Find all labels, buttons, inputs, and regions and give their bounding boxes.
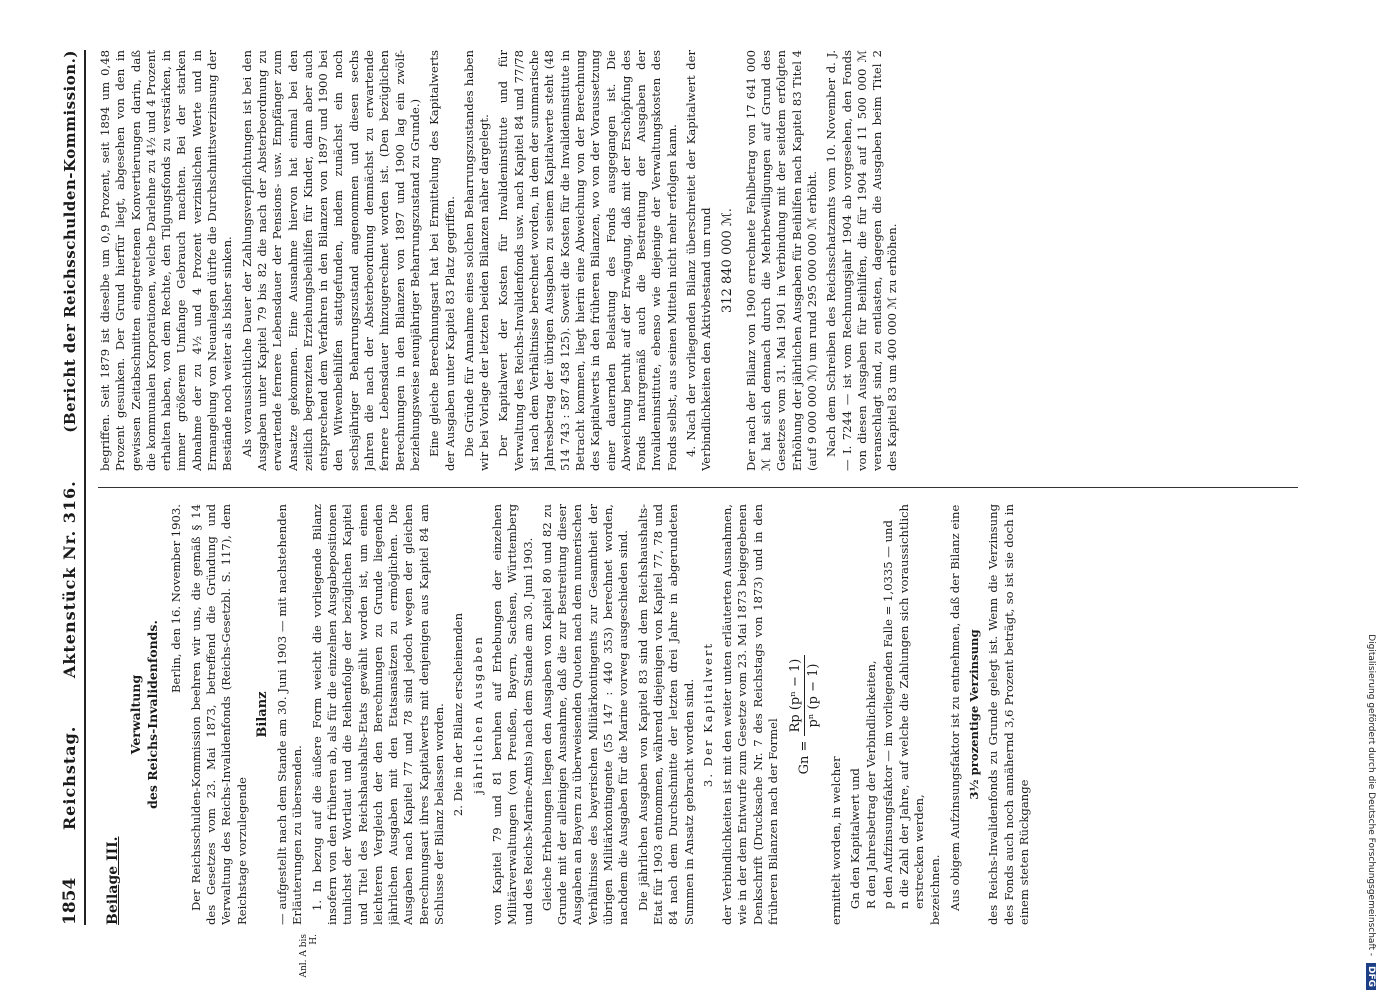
definition-n bbox=[897, 504, 928, 909]
paragraph-ermittelt: ermittelt worden, in welcher bbox=[828, 756, 843, 925]
left-column: Beilage III. Verwaltung des Reichs-Invalidenfonds. Berlin, den 16. November 1903. Der Reichsschulden-Kommission beehren wir uns, die gemäß § 14 des Gesetzes vom 23. Mai 1873, betreffend die Gründung und Verwaltung des Reichs-Invalidenfonds (Reichs-Gesetzbl. S. 117), dem Reichstage vorzulegende Bilanz Anl. A bis H. — aufgestellt nach dem Stande am 30. Juni 1903 — mit nachstehenden Erläuterungen zu übersenden. 1. In bezug auf die äußere Form weicht die vorliegende Bilanz insofern von den früheren ab, als für die einzelnen Ausgabepositionen tunlichst der Wortlaut und die Reihenfolge der bezüglichen Kapitel und Titel des Reichshaushalts-Etats gewählt worden ist, um einen leichteren Vergleich der den Berechnungen zu Grunde liegenden jährlichen Ausgaben mit den Etatsansätzen zu ermöglichen. Die Ausgaben nach Kapitel 77 und 78 sind jedoch wegen der gleichen Berechnungsart ihres Kapitalwerts mit denjenigen aus Kapitel 84 am Schlusse der Bilanz belassen worden. 2. Die in der Bilanz erscheinenden jährlichen Ausgaben von Kapitel 79 und 81 beruhen auf Erhebungen der einzelnen Militärverwaltungen (von Preußen, Bayern, Sachsen, Württemberg und des Reichs-Marine-Amts) nach dem Stande am 30. Juni 1903. Gleiche Erhebungen liegen den Ausgaben von Kapitel 80 und 82 zu Grunde mit der alleinigen Ausnahme, daß die zur Bestreitung dieser Ausgaben an Bayern zu überweisenden Quoten nach dem numerischen Verhältnisse des bayerischen Militärkontingents zur Gesamtheit der übrigen Militärkontingente (55 147 : 440 353) berechnet worden, nachdem die Ausgaben für die Marine vorweg ausgeschieden sind. Die jährlichen Ausgaben von Kapitel 83 sind dem Reichshaushalts-Etat für 1903 entnommen, während diejenigen von Kapitel 77, 78 und 84 nach dem Durchschnitte der letzten drei Jahre in abgerundeten Summen in Ansatz gebracht worden sind. 3. Der Kapitalwert der Verbindlichkeiten ist mit den weiter unten erläuterten Ausnahmen, wie in der dem Entwurfe zum Gesetze vom 23. Mai 1873 beigegebenen Denkschrift (Drucksache Nr. 7 des Reichstags von 1873) und in den früheren Bilanzen nach der Formel Gn = Rp (pⁿ − 1) pⁿ (p − 1) ermittelt worden, in welcher Gn den Kapitalwert und R den Jahresbetrag der Verbindlichkeiten, p den Aufzinsungsfaktor — im vorliegenden Falle = 1,0335 — und n die Zahl der Jahre, auf welche die Zahlungen sich voraussichtlich erstrecken werden, bezeichnen. Aus obigem Aufzinsungsfaktor ist zu entnehmen, daß der Bilanz eine 3½ prozentige Verzinsung des Reichs-Invalidenfonds zu Grunde gelegt ist. Wenn die Verzinsung des Fonds auch noch annähernd 3,6 Prozent beträgt, so ist sie doch in einem steten Rückgange bbox=[105, 504, 1031, 978]
paragraph-verzinsung: des Reichs-Invalidenfonds zu Grunde gelegt ist. Wenn die Verzinsung des Fonds auch noch annähernd 3,6 Prozent beträgt, so ist sie doch in einem steten Rückgange bbox=[986, 504, 1031, 925]
paragraph-bezeichnen: bezeichnen. bbox=[928, 854, 943, 925]
paragraph-aufzinsung: Aus obigem Aufzinsungsfaktor ist zu entnehmen, daß der Bilanz eine bbox=[947, 504, 962, 911]
bilanz-title: Bilanz bbox=[254, 691, 270, 738]
paragraph-invalideninstitute: Der Kapitalwert der Kosten für Invalideninstitute und für Verwaltung des Reichs-Invalidenfonds usw. nach Kapitel 84 und 77/78 ist nach dem Verhältnisse berechnet worden, in dem der summarische Jahresbetrag der übrigen Ausgaben zu seinem Kapitalwerte steht (48 514 743 : 587 458 125). Soweit die Kosten für die Invalideninstitute in Betracht kommen, liegt hierin eine Abweichung von der Berechnung des Kapitalwerts in den früheren Bilanzen, wo von der Voraussetzung einer dauernden Belastung des Fonds ausgegangen ist. Die Abweichung beruht auf der Erwägung, daß mit der Erschöpfung des Fonds naturgemäß auch die Bestreitung der Ausgaben der Invalideninstitute, ebenso wie diejenige der Verwaltungskosten des Fonds selbst, aus seinen Mitteln nicht mehr erfolgen kann. bbox=[496, 50, 679, 471]
dateline: Berlin, den 16. November 1903. bbox=[169, 504, 184, 693]
section-2-subtitle: jährlichen Ausgaben bbox=[470, 635, 485, 794]
paragraph-kapitel-83: Die jährlichen Ausgaben von Kapitel 83 sind dem Reichshaushalts-Etat für 1903 entnommen, während diejenigen von Kapitel 77, 78 und 84 nach dem Durchschnitte der letzten drei Jahre in abgerundeten Summen in Ansatz gebracht worden sind. bbox=[635, 504, 696, 925]
definition-p bbox=[881, 504, 896, 909]
paragraph-kapitalwert: der Verbindlichkeiten ist mit den weiter unten erläuterten Ausnahmen, wie in der dem Entwurfe zum Gesetze vom 23. Mai 1873 beigegebenen Denkschrift (Drucksache Nr. 7 des Reichstags von 1873) und in den früheren Bilanzen nach der Formel bbox=[720, 504, 781, 925]
paragraph-dauer: Als voraussichtliche Dauer der Zahlungsverpflichtungen ist bei den Ausgaben unter Kapitel 79 bis 82 die nach der Absterbeordnung zu erwartende fernere Lebensdauer der Pensions- usw. Empfänger zum Ansatze gekommen. Eine Ausnahme hiervon hat einmal bei den zeitlich begrenzten Erziehungsbeihilfen für Kinder, dann aber auch entsprechend dem Verfahren in den Bilanzen von 1897 und 1900 bei den Witwenbeihilfen stattgefunden, indem zunächst ein noch sechsjähriger Beharrungszustand angenommen und diesen sechs Jahren die nach der Absterbeordnung demnächst zu erwartende fernere Lebensdauer hinzugerechnet worden ist. (Den bezüglichen Berechnungen in den Bilanzen von 1897 und 1900 lag ein zwölf- beziehungsweise neunjähriger Beharrungszustand zu Grunde.) bbox=[239, 50, 422, 471]
paragraph-kapitel-79-81: von Kapitel 79 und 81 beruhen auf Erhebungen der einzelnen Militärverwaltungen (von Preußen, Bayern, Sachsen, Württemberg und des Reichs-Marine-Amts) nach dem Stande am 30. Juni 1903. bbox=[489, 504, 535, 925]
paragraph-begriffen: begriffen. Seit 1879 ist dieselbe um 0,9 Prozent, seit 1894 um 0,48 Prozent gesunken. Der Grund hierfür liegt, abgesehen von den in gewissen Zeitabschnitten eingetretenen Konvertierungen darin, daß die kommunalen Korporationen, welche Darlehne zu 4½ und 4 Prozent erhalten haben, von dem Rechte, den Tilgungsfonds zu verstärken, in immer größerem Umfange Gebrauch machten. Bei der starken Abnahme der zu 4½ und 4 Prozent verzinslichen Werte und in Ermangelung von Neuanlagen dürfte die Durchschnittsverzinsung der Bestände noch weiter als bisher sinken. bbox=[98, 50, 235, 471]
definition-p-text: p den Aufzinsungsfaktor — im vorliegenden Falle = 1,0335 — und bbox=[880, 520, 895, 909]
page-header bbox=[60, 50, 86, 925]
verwaltung-heading bbox=[128, 504, 161, 925]
definition-gn bbox=[848, 504, 863, 909]
beilage-title: Beilage III. bbox=[105, 836, 121, 925]
section-2-title: 2. Die in der Bilanz erscheinenden bbox=[451, 612, 466, 817]
column-divider bbox=[98, 487, 1298, 488]
header-reichstag: Reichstag. bbox=[60, 725, 79, 831]
paragraph-kapitel-80-82: Gleiche Erhebungen liegen den Ausgaben von Kapitel 80 und 82 zu Grunde mit der alleinigen Ausnahme, daß die zur Bestreitung dieser Ausgaben an Bayern zu überweisenden Quoten nach dem numerischen Verhältnisse des bayerischen Militärkontingents zur Gesamtheit der übrigen Militärkontingente (55 147 : 440 353) berechnet worden, nachdem die Ausgaben für die Marine vorweg ausgeschieden sind. bbox=[539, 504, 631, 925]
credit-text: Digitalisierung gefördert durch die Deutsche Forschungsgemeinschaft - bbox=[1366, 634, 1376, 957]
paragraph-reichsschatzamt: Nach dem Schreiben des Reichsschatzamts vom 10. November d. J. — I. 7244 — ist vom Rechnungsjahr 1904 ab vorgesehen, den Fonds von diesen Ausgaben für Beihilfen, die für 1904 auf 11 500 000 ℳ veranschlagt sind, zu entlasten, dagegen die Ausgaben beim Titel 2 des Kapitel 83 um 400 000 ℳ zu erhöhen. bbox=[824, 50, 900, 471]
definition-gn-text: Gn den Kapitalwert und bbox=[847, 768, 862, 909]
formula bbox=[787, 504, 822, 925]
paragraph-fehlbetrag: Der nach der Bilanz von 1900 errechnete Fehlbetrag von 17 641 000 ℳ hat sich demnach durch die Mehrbewilligungen auf Grund des Gesetzes vom 31. Mai 1901 in Verbindung mit der seitdem erfolgten Erhöhung der jährlichen Ausgaben für Beihilfen nach Kapitel 83 Titel 4 (auf 9 000 000 ℳ) um rund 295 000 000 ℳ erhöht. bbox=[743, 50, 819, 471]
digitization-credit-text bbox=[1366, 10, 1376, 990]
header-aktenstueck: Aktenstück Nr. 316. bbox=[60, 480, 79, 679]
paragraph-kapitel-83-berechnung: Eine gleiche Berechnungsart hat bei Ermittelung des Kapitalwerts der Ausgaben unter Kapitel 83 Platz gegriffen. bbox=[427, 50, 457, 471]
digitization-credit bbox=[1362, 10, 1376, 990]
definition-n-text: n die Zahl der Jahre, auf welche die Zahlungen sich voraussichtlich erstrecken werden, bbox=[896, 504, 927, 909]
deficit-amount: 312 840 000 ℳ. bbox=[719, 208, 735, 313]
paragraph-section-1: 1. In bezug auf die äußere Form weicht die vorliegende Bilanz insofern von den früheren ab, als für die einzelnen Ausgabepositionen tunlichst der Wortlaut und die Reihenfolge der bezüglichen Kapitel und Titel des Reichshaushalts-Etats gewählt worden ist, um einen leichteren Vergleich der den Berechnungen zu Grunde liegenden jährlichen Ausgaben mit den Etatsansätzen zu ermöglichen. Die Ausgaben nach Kapitel 77 und 78 sind jedoch wegen der gleichen Berechnungsart ihres Kapitalwerts mit denjenigen aus Kapitel 84 am Schlusse der Bilanz belassen worden. bbox=[309, 504, 447, 925]
right-column bbox=[98, 50, 1298, 471]
formula-fraction bbox=[787, 655, 822, 737]
page-number: 1854 bbox=[60, 877, 80, 925]
verwaltung-heading-line1: Verwaltung bbox=[128, 674, 144, 755]
dfg-logo: DFG bbox=[1366, 963, 1376, 990]
definition-r-text: R den Jahresbetrag der Verbindlichkeiten, bbox=[864, 660, 879, 909]
verzinsung-heading: 3½ prozentige Verzinsung bbox=[967, 629, 981, 800]
header-bericht: (Bericht der Reichsschulden-Kommission.) bbox=[61, 50, 79, 433]
verwaltung-heading-line2: des Reichs-Invalidenfonds. bbox=[144, 620, 160, 809]
section-3-title: 3. Der Kapitalwert bbox=[700, 641, 715, 788]
formula-lhs: Gn = bbox=[797, 740, 813, 775]
paragraph-intro: Der Reichsschulden-Kommission beehren wir uns, die gemäß § 14 des Gesetzes vom 23. Mai 1873, betreffend die Gründung und Verwaltung des Reichs-Invalidenfonds (Reichs-Gesetzbl. S. 117), dem Reichstage vorzulegende bbox=[188, 504, 249, 925]
formula-denominator: pⁿ (p − 1) bbox=[806, 663, 822, 728]
paragraph-gruende: Die Gründe für Annahme eines solchen Beharrungszustandes haben wir bei Vorlage der letzten beiden Bilanzen näher dargelegt. bbox=[461, 50, 492, 471]
text-columns bbox=[98, 50, 1298, 978]
paragraph-stand: — aufgestellt nach dem Stande am 30. Juni 1903 — mit nachstehenden Erläuterungen zu übersenden. bbox=[275, 504, 305, 925]
definition-r bbox=[864, 504, 879, 909]
paragraph-section-4: 4. Nach der vorliegenden Bilanz überschreitet der Kapitalwert der Verbindlichkeiten den Aktivbestand um rund bbox=[683, 50, 714, 471]
formula-numerator: Rp (pⁿ − 1) bbox=[787, 655, 805, 737]
